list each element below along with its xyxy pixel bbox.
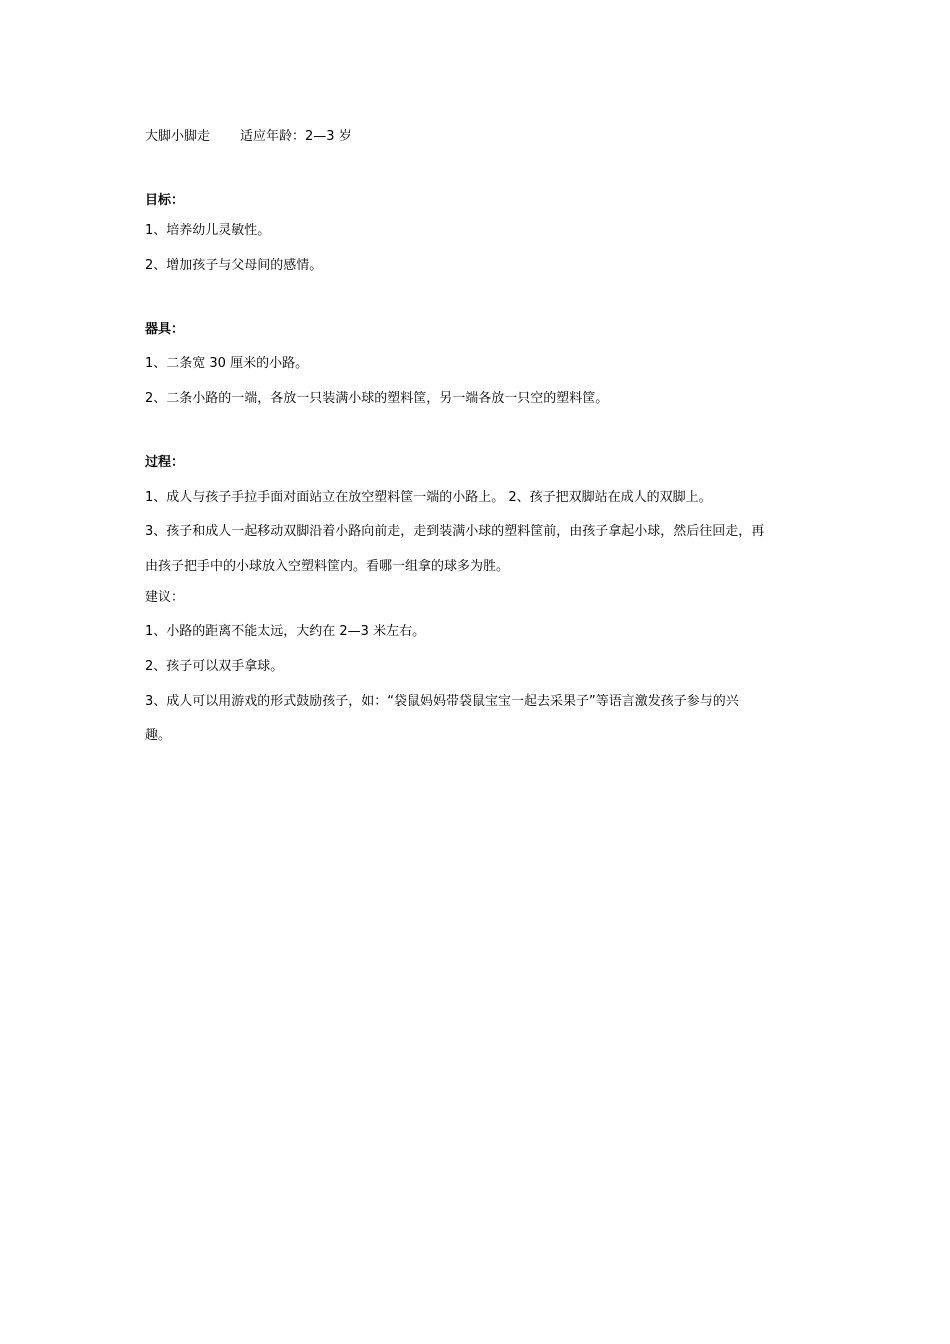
suggestion-item: 2、孩子可以双手拿球。	[145, 659, 284, 674]
goal-item: 2、增加孩子与父母间的感情。	[145, 258, 323, 273]
goal-item: 1、培养幼儿灵敏性。	[145, 223, 271, 238]
suggestion-item: 趣。	[145, 728, 172, 743]
age-range: 适应年龄：2—3 岁	[240, 129, 352, 144]
title-line	[145, 128, 815, 146]
goals-heading: 目标：	[145, 193, 185, 208]
process-item: 3、孩子和成人一起移动双脚沿着小路向前走，走到装满小球的塑料筐前，由孩子拿起小球，然后往回走，再	[145, 524, 765, 539]
activity-title: 大脚小脚走	[145, 129, 211, 144]
suggestion-item: 3、成人可以用游戏的形式鼓励孩子，如：“袋鼠妈妈带袋鼠宝宝一起去采果子”等语言激发孩子参与的兴	[145, 694, 739, 709]
process-item: 由孩子把手中的小球放入空塑料筐内。看哪一组拿的球多为胜。	[145, 559, 510, 574]
suggestion-item: 1、小路的距离不能太远，大约在 2—3 米左右。	[145, 624, 426, 639]
equipment-item: 2、二条小路的一端，各放一只装满小球的塑料筐，另一端各放一只空的塑料筐。	[145, 391, 609, 406]
process-item: 1、成人与孩子手拉手面对面站立在放空塑料筐一端的小路上。 2、孩子把双脚站在成人的双脚上。	[145, 490, 712, 505]
equipment-item: 1、二条宽 30 厘米的小路。	[145, 356, 309, 371]
suggestions-heading: 建议：	[145, 590, 185, 605]
equipment-heading: 器具：	[145, 322, 185, 337]
process-heading: 过程：	[145, 455, 185, 470]
